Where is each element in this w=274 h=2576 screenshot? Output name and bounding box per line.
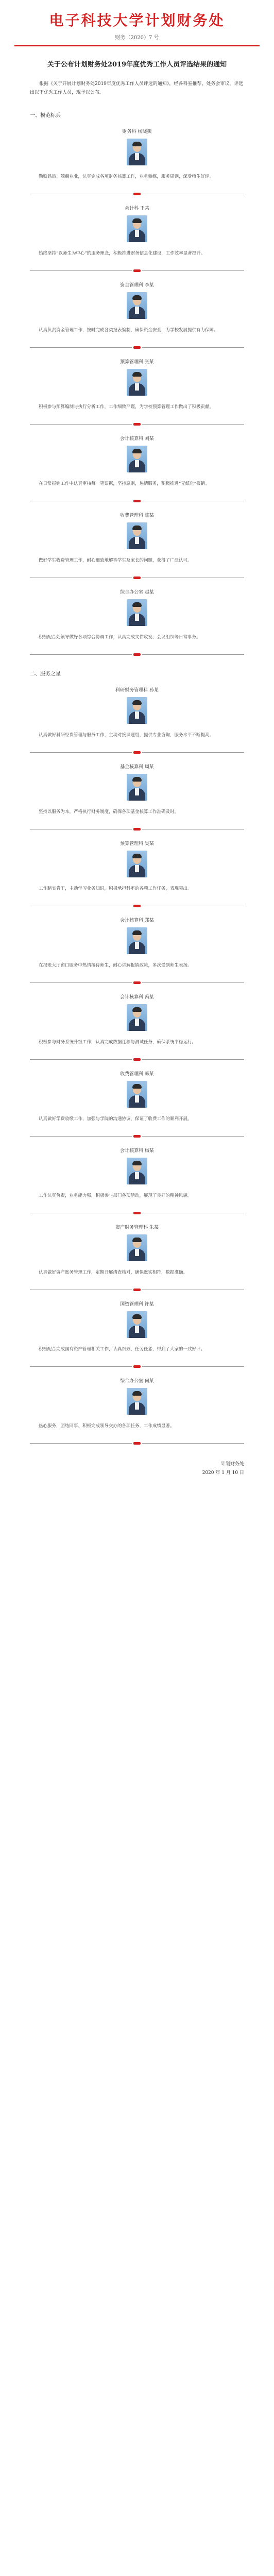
person-photo	[127, 139, 147, 165]
person-name: 综合办公室 何某	[120, 1378, 154, 1384]
person-photo	[127, 1234, 147, 1261]
person-description: 在日常报销工作中认真审核每一笔票据，坚持原则，热情服务，积极推进“无纸化”报销。	[39, 481, 210, 486]
person-description: 工作认真负责，业务能力强，积极参与部门各项活动，展现了良好的精神风貌。	[39, 1193, 192, 1198]
person-entry	[30, 1214, 244, 1291]
person-entry	[30, 984, 244, 1061]
issue-number: 财务（2020）7 号	[115, 35, 159, 41]
person-photo	[127, 1081, 147, 1108]
person-description: 热心服务，团结同事，积极完成领导交办的各项任务，工作成绩显著。	[39, 1423, 175, 1429]
person-entry	[30, 1291, 244, 1368]
person-name: 基金核算科 周某	[120, 764, 154, 770]
person-entry	[30, 272, 244, 349]
header-red-rule	[14, 45, 260, 46]
person-entry	[30, 907, 244, 984]
person-description: 积极配合处领导做好各项综合协调工作，认真完成文件收发、会议组织等日常事务。	[39, 634, 201, 640]
person-photo	[127, 697, 147, 724]
person-photo	[127, 1158, 147, 1184]
intro-paragraph: 根据《关于开展计划财务处2019年度优秀工作人员评选的通知》，经各科室推荐、处务会审议，评选出以下优秀工作人员，现予以公布。	[30, 81, 244, 95]
person-description: 认真做好科研经费管理与服务工作，主动对接课题组，提供专业咨询，服务水平不断提高。	[39, 732, 214, 738]
person-name: 资金管理科 李某	[120, 282, 154, 288]
person-photo	[127, 1311, 147, 1338]
person-description: 积极参与财务系统升级工作，认真完成数据迁移与测试任务，确保系统平稳运行。	[39, 1039, 197, 1045]
person-description: 工作踏实肯干，主动学习业务知识，积极承担科室的各项工作任务，表现突出。	[39, 886, 192, 891]
person-entry	[30, 1138, 244, 1214]
person-name: 收费管理科 陈某	[120, 513, 154, 518]
person-photo	[127, 215, 147, 242]
document-page	[9, 0, 265, 2576]
section-title: 一、模范标兵	[30, 112, 61, 118]
person-description: 在报账大厅窗口服务中热情接待师生，耐心讲解报销政策，多次受到师生表扬。	[39, 962, 192, 968]
person-photo	[127, 369, 147, 396]
footer-signature	[9, 1460, 244, 1478]
person-name: 会计核算科 冯某	[120, 994, 154, 1000]
person-photo	[127, 851, 147, 877]
person-name: 收费管理科 韩某	[120, 1071, 154, 1077]
person-name: 会计核算科 郑某	[120, 918, 154, 923]
person-photo	[127, 599, 147, 626]
person-description: 坚持以服务为本，严格执行财务制度，确保各项基金核算工作准确及时。	[39, 809, 179, 815]
person-description: 认真做好资产账务管理工作，定期开展清查核对，确保账实相符，数据准确。	[39, 1269, 188, 1275]
person-description: 始终坚持“以师生为中心”的服务理念，积极推进财务信息化建设，工作效率显著提升。	[39, 250, 206, 256]
person-photo	[127, 774, 147, 801]
masthead	[9, 0, 265, 46]
section-title: 二、服务之星	[30, 671, 61, 677]
person-entry	[30, 502, 244, 579]
person-name: 资产财务管理科 朱某	[115, 1225, 159, 1230]
person-entry	[30, 754, 244, 831]
person-description: 积极参与预算编制与执行分析工作，工作细致严谨，为学校预算管理工作做出了积极贡献。	[39, 404, 214, 410]
person-entry	[30, 1061, 244, 1138]
person-photo	[127, 1004, 147, 1031]
person-entry	[30, 118, 244, 195]
person-name: 国资管理科 许某	[120, 1301, 154, 1307]
divider	[30, 1442, 244, 1445]
person-entry	[30, 349, 244, 426]
person-photo	[127, 927, 147, 954]
person-name: 会计科 王某	[125, 206, 149, 211]
document-title: 关于公布计划财务处2019年度优秀工作人员评选结果的通知	[47, 61, 227, 69]
person-description: 做好学生收费管理工作，耐心细致地解答学生及家长的问题，获得了广泛认可。	[39, 557, 192, 563]
person-entry	[30, 579, 244, 656]
person-entry	[30, 426, 244, 502]
person-description: 积极配合完成国有资产管理相关工作，认真细致，任劳任怨，得到了大家的一致好评。	[39, 1346, 206, 1352]
person-entry	[30, 677, 244, 754]
person-photo	[127, 292, 147, 319]
footer-date: 2020 年 1 月 10 日	[202, 1470, 244, 1476]
person-photo	[127, 446, 147, 472]
person-name: 会计核算科 杨某	[120, 1148, 154, 1154]
person-photo	[127, 522, 147, 549]
person-name: 综合办公室 赵某	[120, 589, 154, 595]
sections-container	[9, 111, 265, 1445]
masthead-title: 电子科技大学计划财务处	[49, 12, 225, 29]
person-name: 预算管理科 吴某	[120, 841, 154, 846]
person-description: 勤勤恳恳、兢兢业业，认真完成各项财务核算工作，业务熟练，服务周到，深受师生好评。	[39, 174, 214, 179]
person-description: 认真负责资金管理工作，按时完成各类报表编制，确保资金安全，为学校发展提供有力保障。	[39, 327, 218, 333]
footer-org: 计划财务处	[220, 1461, 244, 1467]
divider	[30, 653, 244, 656]
person-name: 会计核算科 刘某	[120, 436, 154, 442]
person-name: 预算管理科 张某	[120, 359, 154, 365]
person-photo	[127, 1388, 147, 1415]
person-entry	[30, 831, 244, 907]
person-entry	[30, 195, 244, 272]
person-entry	[30, 1368, 244, 1445]
person-name: 财务科 杨晓燕	[122, 129, 152, 134]
person-name: 科研财务管理科 孙某	[115, 687, 159, 693]
person-description: 认真做好学费收缴工作，加强与学院的沟通协调，保证了收费工作的顺利开展。	[39, 1116, 192, 1122]
